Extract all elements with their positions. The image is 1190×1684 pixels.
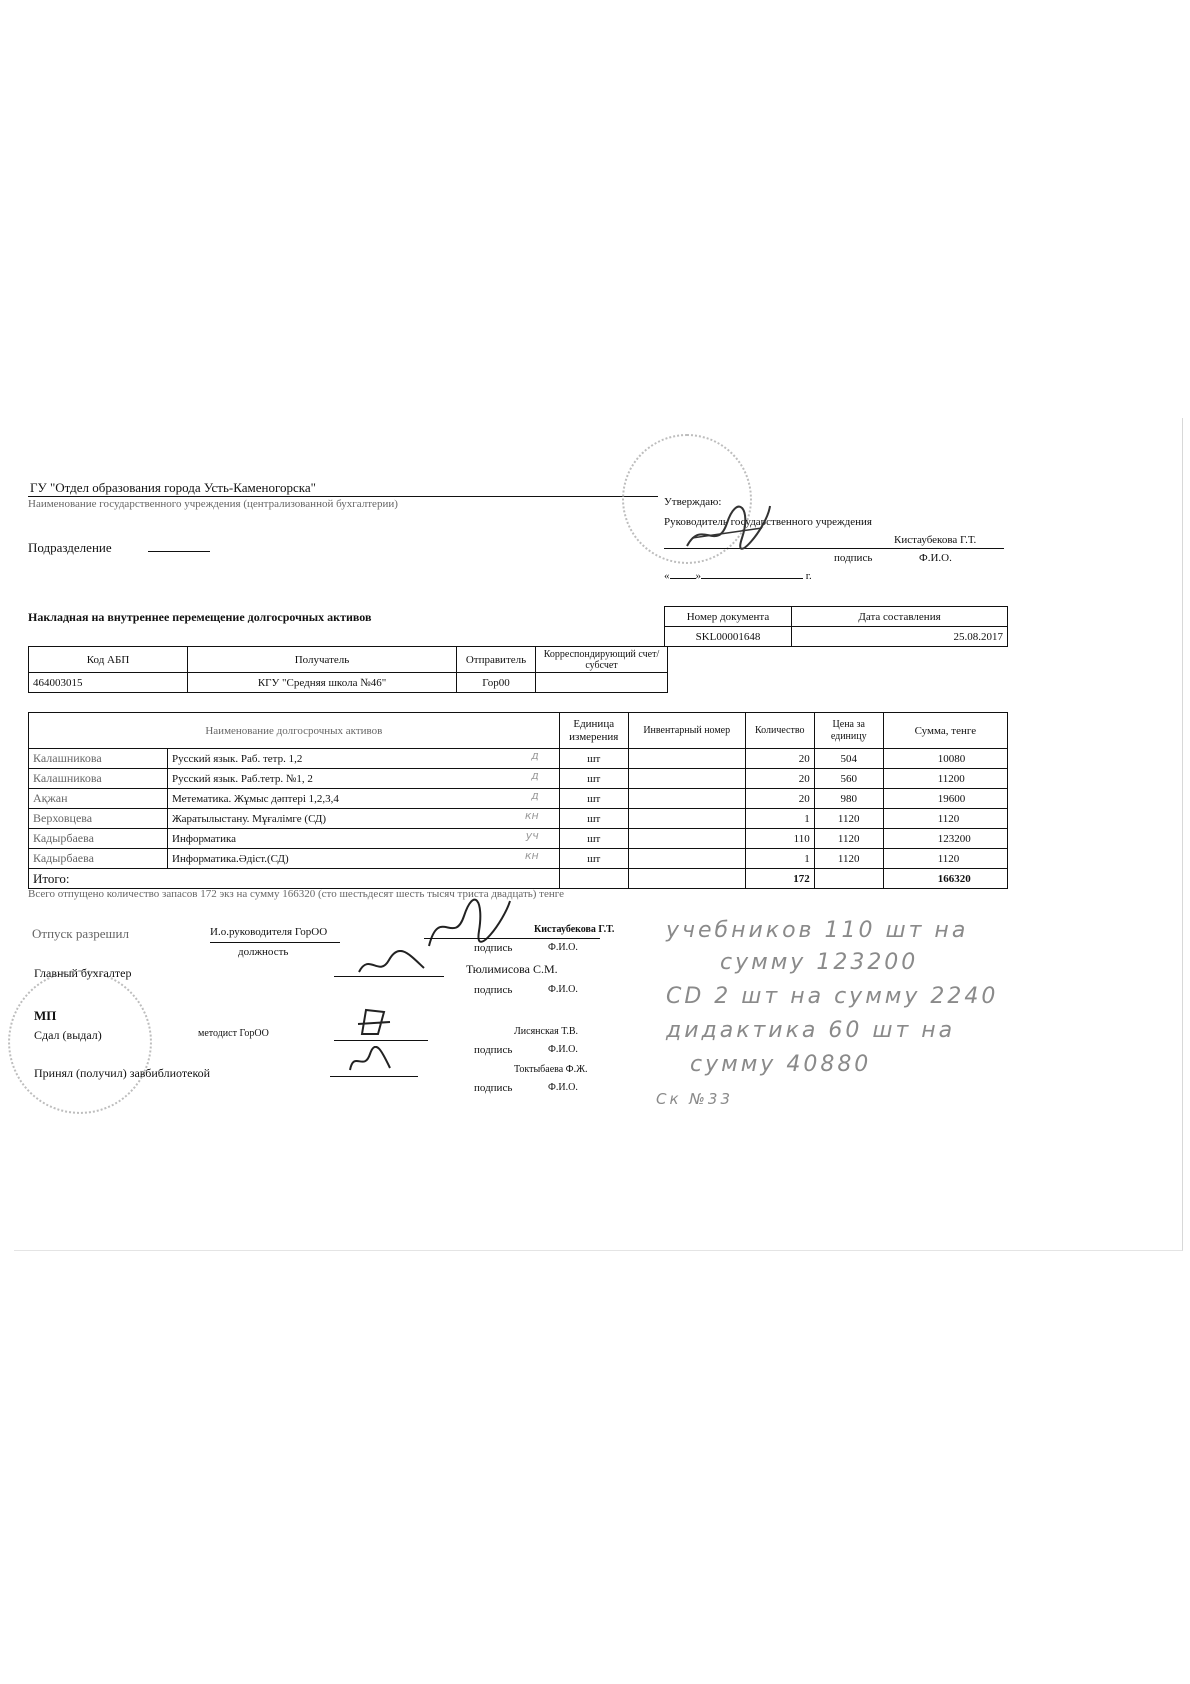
subdivision-label: Подразделение xyxy=(28,540,112,555)
item-price: 980 xyxy=(814,789,883,809)
received-label: Принял (получил) завбиблиотекой xyxy=(34,1066,211,1080)
item-price: 1120 xyxy=(814,849,883,869)
chief-accountant-label: Главный бухгалтер xyxy=(34,966,132,980)
received-name: Токтыбаева Ф.Ж. xyxy=(514,1064,588,1075)
gave-name: Лисянская Т.В. xyxy=(514,1026,578,1037)
routing-account xyxy=(536,673,668,693)
handwritten-note-6: Ск №33 xyxy=(656,1090,733,1108)
items-header-quantity: Количество xyxy=(745,713,814,749)
item-sum: 1120 xyxy=(883,849,1007,869)
item-handwritten-mark: д xyxy=(531,789,539,802)
handwritten-note-3: CD 2 шт на сумму 2240 xyxy=(666,984,999,1009)
doc-number-header: Номер документа xyxy=(665,607,792,627)
doc-date-header: Дата составления xyxy=(792,607,1008,627)
document-sheet xyxy=(14,418,1183,1251)
items-total-sum: 166320 xyxy=(883,869,1007,889)
routing-header-recipient: Получатель xyxy=(188,647,457,673)
items-total-quantity: 172 xyxy=(745,869,814,889)
doc-date-value: 25.08.2017 xyxy=(792,627,1008,647)
item-handwritten-mark: уч xyxy=(525,829,539,842)
release-fio-caption: Ф.И.О. xyxy=(548,942,578,953)
received-fio-caption: Ф.И.О. xyxy=(548,1082,578,1093)
approval-sign-caption: подпись xyxy=(834,552,873,564)
item-source: Верховцева xyxy=(29,809,168,829)
items-header-unit: Единица измерения xyxy=(559,713,628,749)
item-inventory-number xyxy=(628,849,745,869)
summary-line: Всего отпущено количество запасов 172 экз на сумму 166320 (сто шестьдесят шесть тысяч триста двадцать) тенге xyxy=(28,888,565,900)
table-row xyxy=(29,809,1008,829)
gave-signature xyxy=(354,1004,394,1040)
routing-sender: Гор00 xyxy=(457,673,536,693)
items-header-sum: Сумма, тенге xyxy=(883,713,1007,749)
routing-header-sender: Отправитель xyxy=(457,647,536,673)
item-name: Информатика.Әдіст.(СД) кн xyxy=(168,849,560,869)
item-handwritten-mark: кн xyxy=(524,809,539,822)
item-quantity: 110 xyxy=(745,829,814,849)
approval-fio-caption: Ф.И.О. xyxy=(919,552,952,564)
gave-position: методист ГорОО xyxy=(198,1028,269,1039)
item-name: Русский язык. Раб.тетр. №1, 2 д xyxy=(168,769,560,789)
table-row xyxy=(29,769,1008,789)
routing-recipient: КГУ "Средняя школа №46" xyxy=(188,673,457,693)
chief-sign-caption: подпись xyxy=(474,984,513,996)
received-signature xyxy=(344,1046,394,1076)
items-header-name: Наименование долгосрочных активов xyxy=(29,713,560,749)
item-price: 1120 xyxy=(814,809,883,829)
item-source: Кадырбаева xyxy=(29,849,168,869)
item-source: Ақжан xyxy=(29,789,168,809)
item-quantity: 20 xyxy=(745,769,814,789)
item-source: Калашникова xyxy=(29,749,168,769)
item-unit: шт xyxy=(559,829,628,849)
item-handwritten-mark: д xyxy=(531,749,539,762)
item-sum: 10080 xyxy=(883,749,1007,769)
handwritten-note-4: дидактика 60 шт на xyxy=(666,1018,956,1043)
handwritten-note-2: сумму 123200 xyxy=(720,950,919,975)
org-name: ГУ "Отдел образования города Усть-Каменогорска" xyxy=(30,480,316,495)
item-inventory-number xyxy=(628,769,745,789)
date-year-suffix: г. xyxy=(805,570,812,582)
item-inventory-number xyxy=(628,789,745,809)
item-quantity: 1 xyxy=(745,809,814,829)
item-unit: шт xyxy=(559,809,628,829)
item-quantity: 20 xyxy=(745,789,814,809)
item-sum: 11200 xyxy=(883,769,1007,789)
approval-title: Утверждаю: xyxy=(664,496,722,508)
chief-accountant-name: Тюлимисова С.М. xyxy=(466,962,558,976)
item-source: Кадырбаева xyxy=(29,829,168,849)
document-title: Накладная на внутреннее перемещение долгосрочных активов xyxy=(28,610,372,624)
item-unit: шт xyxy=(559,769,628,789)
handwritten-note-1: учебников 110 шт на xyxy=(666,918,969,943)
routing-abp-code: 464003015 xyxy=(29,673,188,693)
date-close-quote: » xyxy=(695,570,701,582)
chief-fio-caption: Ф.И.О. xyxy=(548,984,578,995)
approval-name: Кистаубекова Г.Т. xyxy=(894,534,977,546)
item-name: Жаратылыстану. Мұғалімге (СД) кн xyxy=(168,809,560,829)
gave-label: Сдал (выдал) xyxy=(34,1028,102,1042)
item-inventory-number xyxy=(628,809,745,829)
item-sum: 1120 xyxy=(883,809,1007,829)
item-quantity: 20 xyxy=(745,749,814,769)
release-position: И.о.руководителя ГорОО xyxy=(210,926,328,938)
position-caption: должность xyxy=(238,946,289,958)
item-sum: 19600 xyxy=(883,789,1007,809)
routing-header-abp: Код АБП xyxy=(29,647,188,673)
handwritten-note-5: сумму 40880 xyxy=(690,1052,872,1077)
item-unit: шт xyxy=(559,789,628,809)
date-open-quote: « xyxy=(664,570,670,582)
items-total-label: Итого: xyxy=(29,869,560,889)
item-handwritten-mark: кн xyxy=(524,849,539,862)
routing-table xyxy=(28,646,668,693)
approval-role: Руководитель государственного учреждения xyxy=(664,516,872,528)
item-name: Русский язык. Раб. тетр. 1,2 д xyxy=(168,749,560,769)
item-sum: 123200 xyxy=(883,829,1007,849)
item-quantity: 1 xyxy=(745,849,814,869)
doc-number-table xyxy=(664,606,1008,647)
routing-header-account: Корреспондирующий счет/субсчет xyxy=(536,647,668,673)
table-row xyxy=(29,789,1008,809)
item-unit: шт xyxy=(559,849,628,869)
table-row xyxy=(29,849,1008,869)
gave-sign-caption: подпись xyxy=(474,1044,513,1056)
items-header-inventory: Инвентарный номер xyxy=(628,713,745,749)
release-label: Отпуск разрешил xyxy=(32,926,129,941)
doc-number-value: SKL00001648 xyxy=(665,627,792,647)
item-price: 504 xyxy=(814,749,883,769)
items-header-price: Цена за единицу xyxy=(814,713,883,749)
item-name: Информатика уч xyxy=(168,829,560,849)
item-inventory-number xyxy=(628,829,745,849)
item-name: Метематика. Жұмыс дәптері 1,2,3,4 д xyxy=(168,789,560,809)
gave-fio-caption: Ф.И.О. xyxy=(548,1044,578,1055)
item-price: 560 xyxy=(814,769,883,789)
items-table xyxy=(28,712,1008,889)
item-inventory-number xyxy=(628,749,745,769)
item-unit: шт xyxy=(559,749,628,769)
table-row xyxy=(29,829,1008,849)
item-price: 1120 xyxy=(814,829,883,849)
release-sign-caption: подпись xyxy=(474,942,513,954)
received-sign-caption: подпись xyxy=(474,1082,513,1094)
table-row xyxy=(29,749,1008,769)
mp-label: МП xyxy=(34,1008,57,1023)
org-caption: Наименование государственного учреждения (централизованной бухгалтерии) xyxy=(28,498,398,510)
item-handwritten-mark: д xyxy=(531,769,539,782)
release-name: Кистаубекова Г.Т. xyxy=(534,924,615,935)
item-source: Калашникова xyxy=(29,769,168,789)
director-signature xyxy=(682,498,772,558)
